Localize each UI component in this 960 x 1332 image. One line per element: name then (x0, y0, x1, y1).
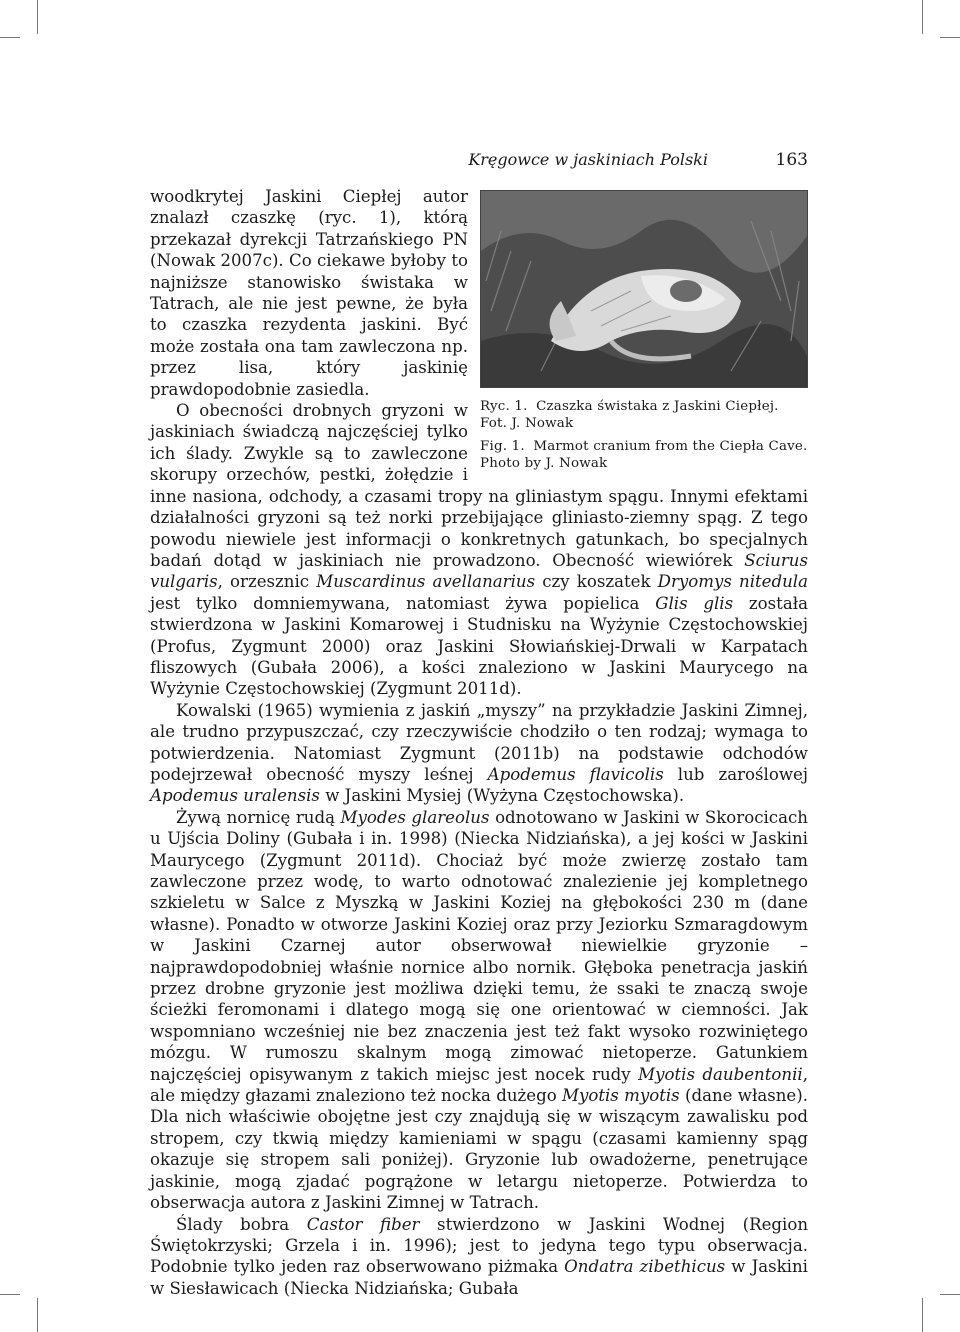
species-name: Dryomys nitedula (657, 572, 809, 592)
species-name: Ondatra zibethicus (564, 1257, 726, 1277)
species-name: Myodes glareolus (340, 807, 490, 827)
body-text (150, 186, 808, 1299)
figure-caption-pl-text: Czaszka świstaka z Jaskini Ciepłej. (536, 399, 779, 414)
paragraph-2: O obecności drobnych gryzoni w jaskiniach świadczą najczęściej tylko ich ślady. Zwykle są to zawleczone skorupy orzechów, pestki, żołędzie i inne nasiona, odchody, a czasami tropy na gliniastym spągu. Innymi efektami działalności gryzoni są też norki przebijające gliniasto-ziemny spąg. Z tego powodu niewiele jest informacji o konkretnych gatunkach, bo specjalnych badań dotąd w jaskiniach nie prowadzono. Obecność wiewiórek Sciurus vulgaris, orzesznic Muscardinus avellanarius czy koszatek Dryomys nitedula jest tylko domniemywana, natomiast żywa popielica Glis glis została stwierdzona w Jaskini Komarowej i Studnisku na Wyżynie Częstochowskiej (Profus, Zygmunt 2000) oraz Jaskini Słowiańskiej-Drwali w Karpatach fliszowych (Gubała 2006), a kości znaleziono w Jaskini Maurycego na Wyżynie Częstochowskiej (Zygmunt 2011d). (150, 401, 809, 699)
species-name: Apodemus flavicolis (487, 764, 664, 784)
figure-number-pl: Ryc. 1. (480, 399, 528, 414)
crop-mark-top-right-h (940, 37, 960, 38)
figure (480, 190, 808, 472)
paragraph-4: Żywą nornicę rudą Myodes glareolus odnotowano w Jaskini w Skorocicach u Ujścia Doliny (Gubała i in. 1998) (Niecka Nidziańska), a jej kości w Jaskini Maurycego (Zygmunt 2011d). Chociaż być może zwierzę zostało tam zawleczone przez wodę, to warto odnotować znalezienie jej kompletnego szkieletu w Salce z Myszką w Jaskini Koziej na głębokości 230 m (dane własne). Ponadto w otworze Jaskini Koziej oraz przy Jeziorku Szmaragdowym w Jaskini Czarnej autor obserwował niewielkie gryzonie – najprawdopodobniej właśnie nornice albo nornik. Głęboka penetracja jaskiń przez drobne gryzonie jest możliwa dzięki temu, że ssaki te znaczą swoje ścieżki feromonami i dlatego mogą się one orientować w ciemności. Jak wspomniano wcześniej nie bez znaczenia jest też fakt wysoko rozwiniętego mózgu. W rumoszu skalnym mogą zimować nietoperze. Gatunkiem najczęściej opisywanym z takich miejsc jest nocek rudy Myotis daubentonii, ale między głazami znaleziono też nocka dużego Myotis myotis (dane własne). Dla nich właściwie obojętne jest czy znajdują się w wiszącym zawalisku pod stropem, czy tkwią między kamieniami w spągu (czasami kamienny spąg okazuje się stropem sali poniżej). Gryzonie lub owadożerne, penetrujące jaskinie, mogą zjadać pogrążone w letargu nietoperze. Potwierdza to obserwacja autora z Jaskini Zimnej w Tatrach. (150, 807, 808, 1213)
page-header (150, 150, 808, 174)
species-name: Sciurus vulgaris (150, 550, 808, 592)
figure-credit-en: Photo by J. Nowak (480, 456, 608, 471)
figure-number-en: Fig. 1. (480, 439, 525, 454)
crop-mark-bottom-right-h (940, 1294, 960, 1295)
species-name: Muscardinus avellanarius (316, 572, 536, 592)
crop-mark-top-left-h (0, 37, 20, 38)
figure-caption-en (480, 438, 808, 472)
running-title: Kręgowce w jaskiniach Polski (468, 150, 708, 169)
paragraph-1: woodkrytej Jaskini Ciepłej autor znalazł czaszkę (ryc. 1), którą przekazał dyrekcji Tatrzańskiego PN (Nowak 2007c). Co ciekawe byłoby to najniższe stanowisko świstaka w Tatrach, ale nie jest pewne, że była to czaszka rezydenta jaskini. Być może została ona tam zawleczona np. przez lisa, który jaskinię prawdopodobnie zasiedla. (150, 187, 468, 399)
crop-mark-bottom-left-v (37, 1298, 38, 1332)
page-number: 163 (775, 150, 808, 170)
figure-credit-pl: Fot. J. Nowak (480, 416, 574, 431)
crop-mark-top-left-v (37, 0, 38, 34)
crop-mark-bottom-left-h (0, 1294, 20, 1295)
crop-mark-bottom-right-v (922, 1298, 923, 1332)
paragraph-5: Ślady bobra Castor fiber stwierdzono w Jaskini Wodnej (Region Świętokrzyski; Grzela i in. 1996); jest to jedyna tego typu obserwacja. Podobnie tylko jeden raz obserwowano piżmaka Ondatra zibethicus w Jaskini w Siesławicach (Niecka Nidziańska; Gubała (150, 1214, 809, 1298)
species-name: Glis glis (655, 593, 734, 613)
figure-photo-marmot-skull (480, 190, 808, 388)
species-name: Myotis myotis (561, 1086, 680, 1106)
species-name: Apodemus uralensis (150, 786, 320, 806)
crop-mark-top-right-v (922, 0, 923, 34)
species-name: Castor fiber (306, 1214, 420, 1234)
species-name: Myotis daubentonii (638, 1064, 803, 1084)
paragraph-3: Kowalski (1965) wymienia z jaskiń „myszy” na przykładzie Jaskini Zimnej, ale trudno przypuszczać, czy rzeczywiście chodziło o ten rodzaj; wymaga to potwierdzenia. Natomiast Zygmunt (2011b) na podstawie odchodów podejrzewał obecność myszy leśnej Apodemus flavicolis lub zaroślowej Apodemus uralensis w Jaskini Mysiej (Wyżyna Częstochowska). (150, 700, 808, 806)
figure-caption-en-text: Marmot cranium from the Ciepła Cave. (533, 439, 808, 454)
figure-caption-pl (480, 398, 808, 432)
